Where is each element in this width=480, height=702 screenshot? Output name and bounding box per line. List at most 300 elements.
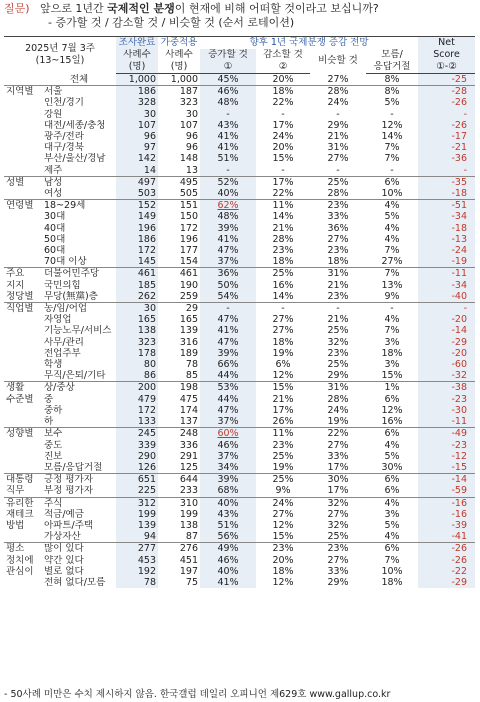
row-net-score: -28 [418,86,475,98]
row-increase: 56% [200,531,256,543]
row-increase: 41% [200,577,256,588]
row-dontknow: 6% [384,485,400,497]
row-net-score: - [418,109,475,120]
row-sample: 186 [116,86,158,98]
table-row [4,303,475,315]
row-group-label: 성별 [4,176,42,188]
row-decrease: 6% [275,359,291,371]
row-sample: 651 [116,474,158,486]
row-label: 서울 [42,86,116,98]
table-row [4,97,475,108]
row-dontknow: 8% [366,86,418,98]
row-group-label: 직무 [6,485,25,497]
row-label: 70대 이상 [44,256,87,268]
row-decrease: 15% [256,382,310,394]
row-decrease: 23% [256,543,310,555]
row-weighted: 174 [179,404,198,416]
row-same: 25% [327,359,349,371]
row-same: 33% [327,450,349,462]
row-net-score: -39 [418,520,475,531]
table-row [4,531,475,543]
row-dontknow: 4% [366,200,418,212]
row-group-label [4,359,42,370]
table-row [4,86,475,98]
row-same: 32% [310,497,366,509]
row-dontknow: 14% [381,131,403,143]
row-increase: 48% [200,97,256,108]
row-group-label [4,153,42,164]
row-increase: 34% [200,462,256,474]
row-group-label [4,325,42,336]
row-sample: 503 [116,188,158,200]
row-decrease: 25% [256,474,310,486]
row-weighted: 310 [158,497,200,509]
header-group-title: 향후 1년 국제분쟁 증감 전망 [249,37,369,48]
table-row [4,120,475,131]
table-row [4,370,475,382]
row-increase: 52% [200,176,256,188]
row-dontknow: 1% [366,382,418,394]
row-group-label [4,165,42,177]
row-group-label [4,256,42,268]
row-decrease: 15% [272,531,294,543]
row-increase: 51% [200,520,256,531]
table-row [4,474,475,486]
row-dontknow: 9% [384,290,400,302]
row-sample: 14 [116,165,158,177]
row-sample: 328 [116,97,158,108]
row-dontknow: 7% [366,268,418,280]
row-weighted: 96 [185,131,198,143]
row-same: 31% [310,382,366,394]
row-same: 32% [327,336,349,348]
row-decrease: 17% [272,404,294,416]
row-sample: 262 [116,291,158,303]
table-row [4,256,475,268]
row-net-score: -38 [418,382,475,394]
row-sample: 78 [116,577,158,588]
question-options: - 증가할 것 / 감소할 것 / 비슷할 것 (순서 로테이션) [48,16,295,29]
header-inc-no: ① [200,61,256,74]
row-label: 전혀 없다/모름 [44,576,106,588]
row-label: 아파트/주택 [44,519,94,531]
row-increase: 44% [200,370,256,382]
row-dontknow: 4% [384,233,400,245]
table-row [4,348,475,359]
row-dontknow: 6% [366,543,418,555]
row-sample: 200 [116,382,158,394]
row-group-label: 연령별 [4,200,42,212]
row-net-score: -26 [418,97,475,108]
row-dontknow: 4% [366,497,418,509]
row-dontknow: 12% [381,404,403,416]
row-group-label [4,97,42,108]
row-weighted: 107 [179,119,198,131]
header-sample-done: 조사완료 [116,37,158,50]
row-weighted: 276 [158,543,200,555]
row-weighted: 198 [158,382,200,394]
row-increase: 47% [200,337,256,348]
row-dontknow: 4% [384,222,400,234]
row-dontknow: 5% [384,211,400,223]
row-sample: 339 [116,440,158,451]
row-dontknow: 12% [381,119,403,131]
row-label: 중하 [44,404,63,416]
row-label: 가상자산 [44,531,81,543]
row-sample: 165 [116,314,158,325]
row-sample: 178 [116,348,158,359]
table-row [4,428,475,440]
row-dontknow: 3% [384,359,400,371]
row-sample: 186 [116,234,158,245]
row-weighted: 291 [179,450,198,462]
row-dontknow: 5% [384,97,400,109]
row-dontknow: 3% [384,336,400,348]
row-label: 하 [44,416,54,428]
row-same: 21% [327,314,349,326]
row-label: 긍정 평가자 [42,474,116,486]
row-group-label [4,131,42,142]
row-same: 23% [310,200,366,212]
row-sample: 142 [116,153,158,164]
row-group-label [4,440,42,451]
row-increase: 66% [200,359,256,370]
row-group-label: 직업별 [4,303,42,315]
row-dontknow: 10% [381,565,403,577]
row-decrease: - [281,164,285,176]
question-text-after: 이 현재에 비해 어떠할 것이라고 보십니까? [174,2,379,15]
row-weighted: 165 [179,314,198,326]
row-label: 농/임/어업 [42,303,116,315]
row-group-label: 유리한 [4,497,42,509]
table-row [4,520,475,531]
row-label: 약간 있다 [44,554,84,566]
row-dontknow: 6% [366,474,418,486]
row-dontknow: 7% [384,142,400,154]
row-increase: 54% [200,291,256,303]
row-dontknow: 8% [366,74,418,86]
row-dontknow: - [390,164,394,176]
row-sample: 199 [116,509,158,520]
row-decrease: 18% [272,256,294,268]
row-label: 많이 있다 [42,543,116,555]
row-decrease: 12% [272,519,294,531]
row-same: 27% [327,439,349,451]
row-sample: 479 [116,394,158,405]
row-net-score: -14 [418,474,475,486]
row-decrease: 9% [275,485,291,497]
row-increase: 43% [200,120,256,131]
row-group-label [4,451,42,462]
row-label: 자영업 [44,314,72,326]
row-same: 25% [327,531,349,543]
row-net-score: -36 [418,153,475,164]
row-dontknow: 3% [384,508,400,520]
row-group-label: 지역별 [4,86,42,98]
row-label: 적금/예금 [44,508,84,520]
row-decrease: 22% [272,97,294,109]
row-group-label: 수준별 [6,393,34,405]
row-group-label [4,74,42,86]
row-increase: 37% [200,416,256,428]
row-decrease: 17% [256,176,310,188]
row-label: 광주/전라 [44,131,84,143]
row-net-score: -26 [418,555,475,566]
row-label: 중도 [44,439,63,451]
row-decrease: 18% [272,565,294,577]
row-group-label [4,223,42,234]
row-label: 부산/울산/경남 [44,153,106,165]
row-sample: 461 [116,268,158,280]
row-increase: 44% [200,394,256,405]
row-decrease: 20% [272,554,294,566]
row-net-score: -19 [418,256,475,268]
row-weighted: 259 [179,290,198,302]
row-increase: - [200,165,256,177]
row-sample: 172 [116,245,158,256]
row-increase: 41% [200,142,256,153]
row-same: 24% [327,404,349,416]
row-same: 31% [310,268,366,280]
header-weighted-sub: 사례수 [165,49,193,60]
row-group-label [4,142,42,153]
question-tag: 질문) [4,2,30,15]
table-row [4,176,475,188]
row-label: 남성 [42,176,116,188]
row-increase: 37% [200,451,256,462]
row-weighted: 150 [179,211,198,223]
row-group-label [4,577,42,588]
row-label: 18~29세 [42,200,116,212]
table-row [4,485,475,497]
row-decrease: - [281,108,285,120]
row-group-label [4,109,42,120]
header-net2: Score [418,49,475,61]
table-row [4,337,475,348]
row-dontknow: - [390,108,394,120]
table-row [4,555,475,566]
row-sample: 245 [116,428,158,440]
row-decrease: 27% [272,314,294,326]
row-increase: 40% [200,188,256,200]
row-sample: 149 [116,211,158,222]
row-dontknow: 16% [381,416,403,428]
row-net-score: -30 [418,405,475,416]
row-weighted: 137 [179,416,198,428]
row-weighted: 85 [185,370,198,382]
row-net-score: -17 [418,131,475,142]
row-increase: 47% [200,405,256,416]
row-label: 40대 [44,222,66,234]
row-sample: 126 [116,462,158,474]
row-group-label: 관심이 [6,565,34,577]
footnote: - 50사례 미만은 수치 제시하지 않음. 한국갤럽 데일리 오피니언 제629호 www.gallup.co.kr [4,689,391,700]
row-weighted: 451 [179,554,198,566]
row-increase: 39% [200,348,256,359]
row-net-score: -26 [418,120,475,131]
row-weighted: 644 [158,474,200,486]
row-weighted: 177 [179,245,198,257]
table-row [4,440,475,451]
row-sample: 94 [116,531,158,543]
row-group-label [4,314,42,325]
table-row [4,234,475,245]
row-increase: 36% [200,268,256,280]
row-decrease: 19% [272,461,294,473]
header-dk: 모름/ [381,49,403,60]
row-weighted: 461 [158,268,200,280]
table-row [4,314,475,325]
row-decrease: 28% [272,233,294,245]
row-dontknow: 15% [381,370,403,382]
row-net-score: -13 [418,234,475,245]
row-label: 진보 [44,450,63,462]
row-decrease: 18% [256,86,310,98]
header-weighted-unit: (명) [158,61,200,74]
row-increase: 60% [200,428,256,440]
row-net-score: -24 [418,245,475,256]
row-weighted: 233 [179,485,198,497]
row-decrease: 16% [272,279,294,291]
row-group-label [4,462,42,474]
row-sample: 453 [116,555,158,566]
row-dontknow: 5% [384,519,400,531]
row-increase: 40% [200,497,256,509]
row-sample: 312 [116,497,158,509]
row-sample: 323 [116,337,158,348]
row-weighted: 187 [158,86,200,98]
row-net-score: -29 [418,337,475,348]
table-row [4,74,475,86]
row-group-label [4,120,42,131]
row-dontknow: 7% [384,245,400,257]
table-row [4,109,475,120]
row-same: - [336,164,340,176]
row-same: 28% [327,393,349,405]
row-increase: 53% [200,382,256,394]
row-net-score: -51 [418,200,475,212]
row-dontknow: 6% [366,428,418,440]
row-sample: 107 [116,120,158,131]
row-weighted: 197 [179,565,198,577]
row-decrease: 27% [272,508,294,520]
row-weighted: 323 [179,97,198,109]
table-row [4,577,475,588]
row-same: 33% [327,565,349,577]
row-same: 21% [327,279,349,291]
row-same: 22% [310,428,366,440]
question-line [4,2,379,16]
row-decrease: 24% [256,497,310,509]
row-weighted: 125 [179,461,198,473]
row-dontknow: 10% [381,188,403,200]
row-dontknow: 30% [381,461,403,473]
row-same: - [336,108,340,120]
row-net-score: -41 [418,531,475,543]
row-increase: 48% [200,211,256,222]
row-decrease: 11% [256,200,310,212]
header-weighted: 가중적용 [160,37,198,48]
row-increase: 39% [200,474,256,486]
header-sample-sub: 사례수 [116,49,158,61]
row-label: 기능노무/서비스 [44,325,112,337]
row-increase: 39% [200,223,256,234]
row-increase: 68% [200,485,256,497]
row-decrease: 25% [256,268,310,280]
row-sample: 225 [116,485,158,497]
header-same: 비슷할 것 [318,55,358,67]
row-dontknow: 4% [384,314,400,326]
table-row [4,497,475,509]
row-same: 25% [310,176,366,188]
row-increase: 40% [200,566,256,577]
row-increase: - [200,109,256,120]
row-group-label [4,337,42,348]
row-net-score: -26 [418,543,475,555]
row-net-score: -23 [418,394,475,405]
row-sample: 139 [116,520,158,531]
results-table [4,36,475,588]
row-increase: 41% [200,234,256,245]
row-label: 더불어민주당 [42,268,116,280]
table-row [4,359,475,370]
row-sample: 1,000 [116,74,158,86]
row-weighted: 154 [179,256,198,268]
row-decrease: 12% [272,370,294,382]
header-net: Net [418,37,475,50]
row-label: 30대 [44,211,66,223]
row-weighted: 29 [158,303,200,315]
header-survey: 2025년 7월 3주 (13~15일) [25,43,95,67]
row-same: 30% [310,474,366,486]
row-weighted: 13 [185,164,198,176]
row-decrease: 19% [272,347,294,359]
row-group-label [4,370,42,382]
row-dontknow: 6% [384,393,400,405]
row-net-score: -35 [418,176,475,188]
row-group-label [4,416,42,428]
table-row [4,165,475,177]
row-dontknow: 7% [384,325,400,337]
row-net-score: -18 [418,223,475,234]
row-group-label: 방법 [6,519,25,531]
row-dontknow: 4% [384,531,400,543]
table-row [4,131,475,142]
row-weighted: 189 [179,347,198,359]
table-row [4,462,475,474]
row-weighted: 148 [179,153,198,165]
row-weighted: 87 [185,531,198,543]
row-group-label [4,531,42,543]
table-row [4,223,475,234]
row-decrease: 21% [272,222,294,234]
row-dontknow: 18% [381,347,403,359]
row-weighted: 96 [185,142,198,154]
row-increase: 43% [200,509,256,520]
row-same: 27% [327,153,349,165]
row-decrease: 12% [272,576,294,588]
row-sample: 185 [116,280,158,291]
row-net-score: -15 [418,462,475,474]
row-net-score: -14 [418,325,475,336]
row-net-score: -60 [418,359,475,370]
row-net-score: -21 [418,142,475,153]
row-net-score: -25 [418,74,475,86]
row-label: 별로 없다 [44,565,84,577]
row-same: 24% [327,97,349,109]
table-row [4,188,475,200]
table-row [4,394,475,405]
